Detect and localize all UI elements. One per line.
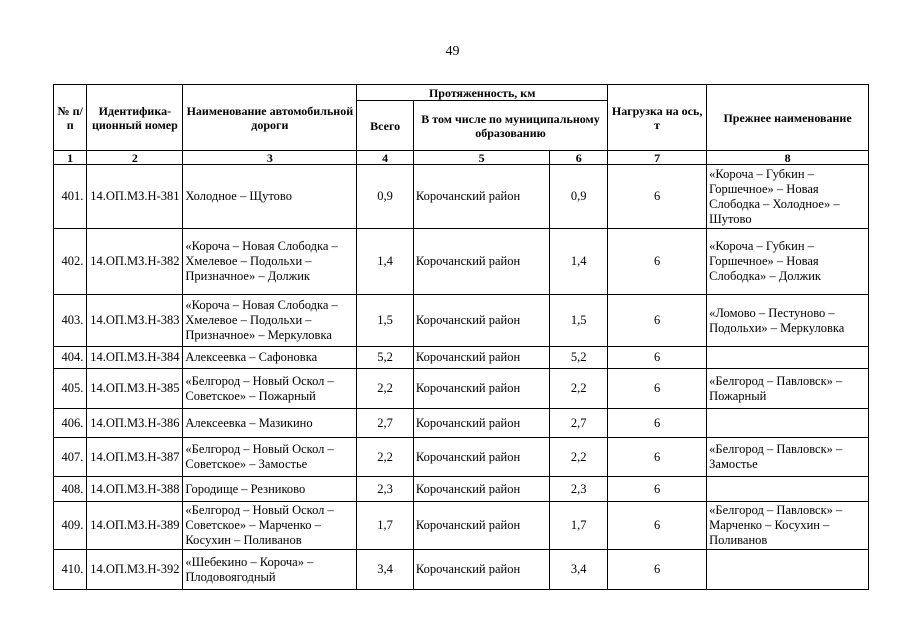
municipal-length: 1,7 xyxy=(550,502,608,550)
municipal-length: 2,2 xyxy=(550,438,608,477)
column-number: 2 xyxy=(87,151,183,165)
previous-name xyxy=(707,347,869,369)
header-name: Наименование автомобильной дороги xyxy=(183,85,357,151)
municipal-area: Корочанский район xyxy=(413,550,550,590)
header-load: Нагрузка на ось, т xyxy=(608,85,707,151)
road-id: 14.ОП.МЗ.Н-382 xyxy=(87,229,183,295)
municipal-area: Корочанский район xyxy=(413,369,550,409)
previous-name: «Короча – Губкин – Горшечное» – Новая Слободка – Холодное» – Шутово xyxy=(707,165,869,229)
axle-load: 6 xyxy=(608,502,707,550)
row-number: 401. xyxy=(54,165,87,229)
previous-name xyxy=(707,477,869,502)
axle-load: 6 xyxy=(608,295,707,347)
header-municipal: В том числе по муниципальному образованию xyxy=(413,101,607,151)
total-length: 1,5 xyxy=(357,295,414,347)
total-length: 5,2 xyxy=(357,347,414,369)
column-number: 4 xyxy=(357,151,414,165)
total-length: 0,9 xyxy=(357,165,414,229)
table-row xyxy=(54,229,869,295)
row-number: 410. xyxy=(54,550,87,590)
header-id: Идентифика-ционный номер xyxy=(87,85,183,151)
road-id: 14.ОП.МЗ.Н-386 xyxy=(87,409,183,438)
road-id: 14.ОП.МЗ.Н-387 xyxy=(87,438,183,477)
previous-name xyxy=(707,550,869,590)
municipal-area: Корочанский район xyxy=(413,229,550,295)
road-id: 14.ОП.МЗ.Н-384 xyxy=(87,347,183,369)
road-id: 14.ОП.МЗ.Н-381 xyxy=(87,165,183,229)
road-id: 14.ОП.МЗ.Н-392 xyxy=(87,550,183,590)
previous-name: «Белгород – Павловск» – Марченко – Косухин – Поливанов xyxy=(707,502,869,550)
previous-name: «Белгород – Павловск» – Замостье xyxy=(707,438,869,477)
table-row xyxy=(54,295,869,347)
municipal-area: Корочанский район xyxy=(413,165,550,229)
table-row xyxy=(54,502,869,550)
road-name: «Шебекино – Короча» – Плодовоягодный xyxy=(183,550,357,590)
row-number: 402. xyxy=(54,229,87,295)
municipal-length: 0,9 xyxy=(550,165,608,229)
axle-load: 6 xyxy=(608,229,707,295)
road-name: Городище – Резниково xyxy=(183,477,357,502)
total-length: 2,2 xyxy=(357,369,414,409)
header-total: Всего xyxy=(357,101,414,151)
road-name: Алексеевка – Сафоновка xyxy=(183,347,357,369)
road-name: «Короча – Новая Слободка – Хмелевое – Подольхи – Призначное» – Меркуловка xyxy=(183,295,357,347)
column-number: 1 xyxy=(54,151,87,165)
row-number: 403. xyxy=(54,295,87,347)
road-name: Алексеевка – Мазикино xyxy=(183,409,357,438)
road-name: «Белгород – Новый Оскол – Советское» – Пожарный xyxy=(183,369,357,409)
municipal-area: Корочанский район xyxy=(413,477,550,502)
municipal-area: Корочанский район xyxy=(413,502,550,550)
road-name: «Белгород – Новый Оскол – Советское» – Замостье xyxy=(183,438,357,477)
column-number: 8 xyxy=(707,151,869,165)
municipal-area: Корочанский район xyxy=(413,438,550,477)
municipal-length: 2,7 xyxy=(550,409,608,438)
row-number: 408. xyxy=(54,477,87,502)
road-id: 14.ОП.МЗ.Н-388 xyxy=(87,477,183,502)
table-row xyxy=(54,369,869,409)
road-id: 14.ОП.МЗ.Н-383 xyxy=(87,295,183,347)
axle-load: 6 xyxy=(608,477,707,502)
row-number: 405. xyxy=(54,369,87,409)
municipal-length: 2,3 xyxy=(550,477,608,502)
column-number-row xyxy=(54,151,869,165)
row-number: 409. xyxy=(54,502,87,550)
row-number: 407. xyxy=(54,438,87,477)
municipal-area: Корочанский район xyxy=(413,295,550,347)
roads-table xyxy=(53,84,869,590)
municipal-length: 3,4 xyxy=(550,550,608,590)
road-name: Холодное – Щутово xyxy=(183,165,357,229)
header-previous: Прежнее наименование xyxy=(707,85,869,151)
municipal-length: 1,5 xyxy=(550,295,608,347)
axle-load: 6 xyxy=(608,438,707,477)
road-id: 14.ОП.МЗ.Н-389 xyxy=(87,502,183,550)
axle-load: 6 xyxy=(608,409,707,438)
header-no: № п/п xyxy=(54,85,87,151)
municipal-length: 1,4 xyxy=(550,229,608,295)
municipal-length: 5,2 xyxy=(550,347,608,369)
table-row xyxy=(54,438,869,477)
axle-load: 6 xyxy=(608,165,707,229)
axle-load: 6 xyxy=(608,550,707,590)
table-row xyxy=(54,477,869,502)
road-name: «Короча – Новая Слободка – Хмелевое – Подольхи – Призначное» – Должик xyxy=(183,229,357,295)
total-length: 3,4 xyxy=(357,550,414,590)
total-length: 2,2 xyxy=(357,438,414,477)
column-number: 5 xyxy=(413,151,550,165)
total-length: 1,4 xyxy=(357,229,414,295)
previous-name xyxy=(707,409,869,438)
axle-load: 6 xyxy=(608,369,707,409)
axle-load: 6 xyxy=(608,347,707,369)
table-row xyxy=(54,165,869,229)
total-length: 2,3 xyxy=(357,477,414,502)
column-number: 7 xyxy=(608,151,707,165)
previous-name: «Ломово – Пестуново – Подольхи» – Меркуловка xyxy=(707,295,869,347)
row-number: 406. xyxy=(54,409,87,438)
previous-name: «Белгород – Павловск» – Пожарный xyxy=(707,369,869,409)
municipal-area: Корочанский район xyxy=(413,347,550,369)
row-number: 404. xyxy=(54,347,87,369)
total-length: 2,7 xyxy=(357,409,414,438)
previous-name: «Короча – Губкин – Горшечное» – Новая Слободка» – Должик xyxy=(707,229,869,295)
municipal-length: 2,2 xyxy=(550,369,608,409)
table-row xyxy=(54,347,869,369)
total-length: 1,7 xyxy=(357,502,414,550)
municipal-area: Корочанский район xyxy=(413,409,550,438)
table-row xyxy=(54,550,869,590)
header-length: Протяженность, км xyxy=(357,85,608,101)
road-name: «Белгород – Новый Оскол – Советское» – Марченко – Косухин – Поливанов xyxy=(183,502,357,550)
column-number: 3 xyxy=(183,151,357,165)
road-id: 14.ОП.МЗ.Н-385 xyxy=(87,369,183,409)
table-row xyxy=(54,409,869,438)
page-number: 49 xyxy=(445,44,460,59)
column-number: 6 xyxy=(550,151,608,165)
